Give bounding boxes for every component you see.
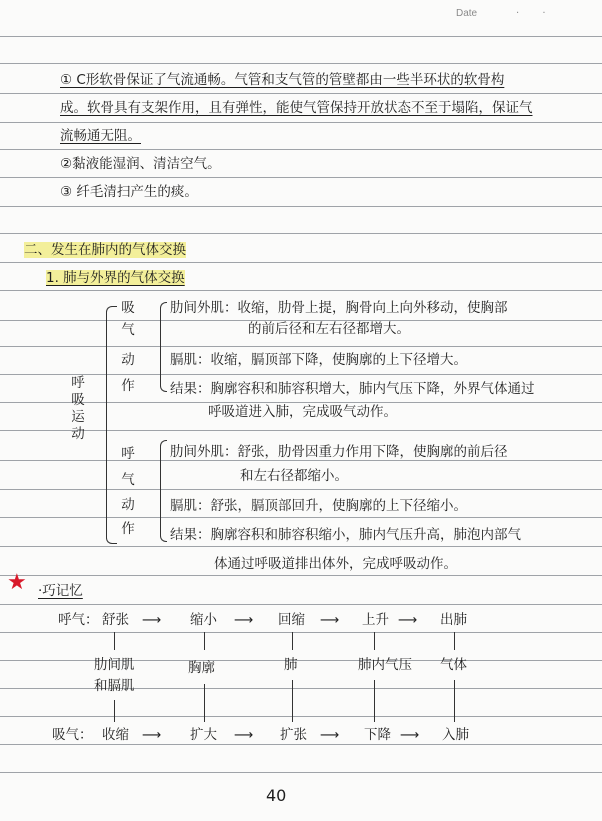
chain-arrow-icon: ⟶	[142, 727, 162, 743]
exhale-line-3: 膈肌：舒张，膈顶部回升，使胸廓的上下径缩小。	[170, 498, 467, 514]
inhale-chain-4: 下降	[364, 727, 391, 743]
inhale-line-3: 膈肌：收缩，膈顶部下降，使胸廓的上下径增大。	[170, 352, 467, 368]
inhale-label-1: 吸	[121, 300, 135, 316]
breathing-label-3: 运	[71, 409, 85, 425]
middle-item-3: 肺	[284, 657, 298, 673]
inhale-brace	[160, 302, 167, 392]
para-line-3: 流畅通无阻。	[60, 128, 141, 144]
inhale-chain-1: 收缩	[102, 727, 129, 743]
inhale-line-4: 结果：胸廓容积和肺容积增大，肺内气压下降，外界气体通过	[170, 381, 535, 397]
exhale-line-1: 肋间外肌：舒张，肋骨因重力作用下降，使胸廓的前后径	[170, 444, 508, 460]
date-dots: · ·	[516, 8, 556, 19]
inhale-label-4: 作	[121, 378, 135, 394]
subsection-title: 1. 肺与外界的气体交换	[46, 270, 185, 286]
exhale-chain-2: 缩小	[190, 612, 217, 628]
breathing-label-2: 吸	[71, 392, 85, 408]
inhale-line-1: 肋间外肌：收缩，肋骨上提，胸骨向上向外移动，使胸部	[170, 300, 508, 316]
inhale-label-3: 动	[121, 352, 135, 368]
exhale-label-1: 呼	[121, 446, 135, 462]
exhale-chain-3: 回缩	[278, 612, 305, 628]
page-number: 40	[266, 786, 287, 805]
exhale-chain-1: 舒张	[102, 612, 129, 628]
breathing-label-1: 呼	[71, 375, 85, 391]
para-line-2: 成。软骨具有支架作用，且有弹性，能使气管保持开放状态不至于塌陷，保证气	[60, 100, 533, 116]
exhale-line-5: 体通过呼吸道排出体外，完成呼吸动作。	[214, 556, 457, 572]
middle-item-4: 肺内气压	[358, 657, 412, 673]
para-line-1: ① C形软骨保证了气流通畅。气管和支气管的管壁都由一些半环状的软骨构	[60, 72, 505, 88]
chain-arrow-icon: ⟶	[320, 612, 340, 628]
middle-item-1a: 肋间肌	[94, 657, 135, 673]
exhale-label-3: 动	[121, 497, 135, 513]
memory-title: ·巧记忆	[38, 583, 83, 599]
inhale-label-2: 气	[121, 322, 135, 338]
exhale-chain-label: 呼气：	[58, 612, 99, 628]
date-label: Date	[456, 8, 478, 19]
inhale-chain-3: 扩张	[280, 727, 307, 743]
breathing-label-4: 动	[71, 426, 85, 442]
inhale-line-2: 的前后径和左右径都增大。	[248, 321, 410, 337]
exhale-line-2: 和左右径都缩小。	[240, 468, 348, 484]
inhale-line-5: 呼吸道进入肺，完成吸气动作。	[208, 404, 397, 420]
inhale-chain-label: 吸气：	[52, 727, 93, 743]
chain-arrow-icon: ⟶	[320, 727, 340, 743]
middle-item-2: 胸廓	[188, 660, 215, 676]
chain-arrow-icon: ⟶	[398, 612, 418, 628]
exhale-brace	[160, 440, 167, 542]
exhale-line-4: 结果：胸廓容积和肺容积缩小，肺内气压升高，肺泡内部气	[170, 527, 521, 543]
para-line-4: ②黏液能湿润、清洁空气。	[60, 156, 221, 172]
star-icon: ★	[7, 570, 27, 595]
exhale-label-4: 作	[121, 521, 135, 537]
exhale-label-2: 气	[121, 472, 135, 488]
para-line-5: ③ 纤毛清扫产生的痰。	[60, 184, 198, 200]
middle-item-5: 气体	[440, 657, 467, 673]
chain-arrow-icon: ⟶	[400, 727, 420, 743]
main-brace	[106, 306, 117, 544]
section-title: 二、发生在肺内的气体交换	[24, 242, 186, 258]
exhale-chain-4: 上升	[362, 612, 389, 628]
chain-arrow-icon: ⟶	[234, 612, 254, 628]
inhale-chain-2: 扩大	[190, 727, 217, 743]
chain-arrow-icon: ⟶	[234, 727, 254, 743]
inhale-chain-5: 入肺	[442, 727, 469, 743]
middle-item-1b: 和膈肌	[94, 678, 135, 694]
exhale-chain-5: 出肺	[440, 612, 467, 628]
chain-arrow-icon: ⟶	[142, 612, 162, 628]
